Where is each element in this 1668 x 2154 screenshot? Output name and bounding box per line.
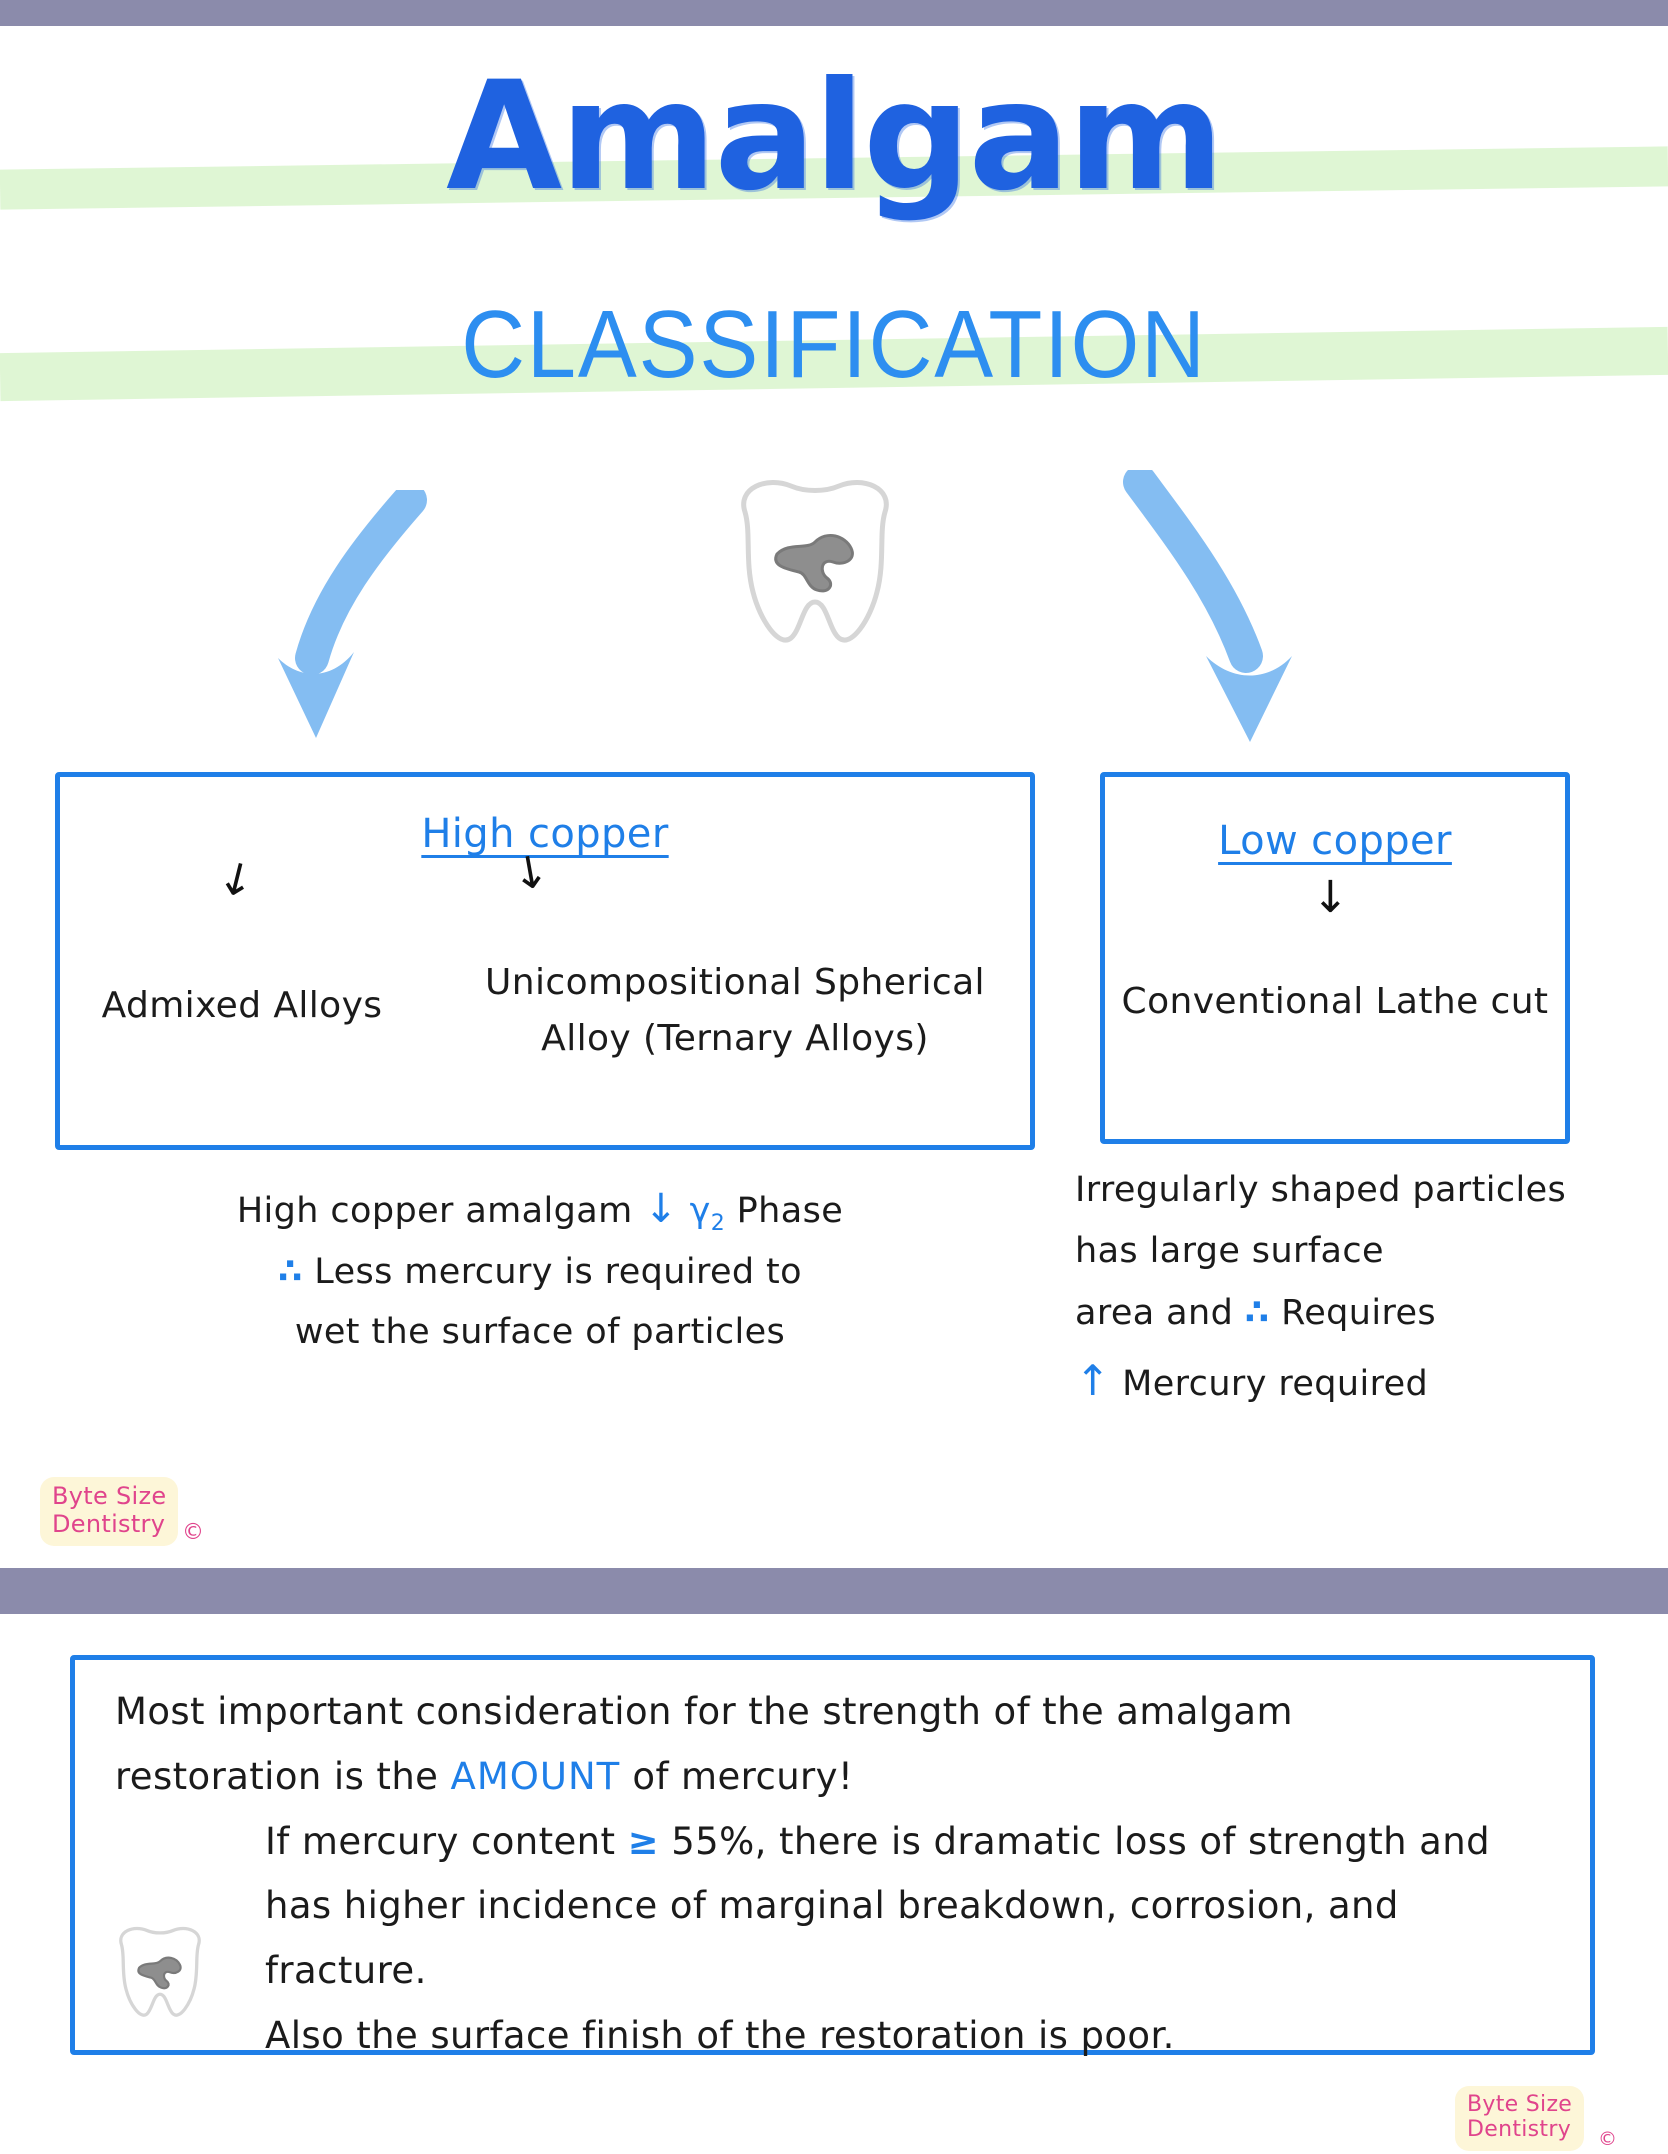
- note-line-2: [115, 1745, 1565, 1810]
- arrow-down-icon-gamma2: ↓: [644, 1186, 679, 1232]
- low-copper-note: [1075, 1160, 1635, 1417]
- greater-equal-symbol: ≥: [627, 1819, 660, 1863]
- high-copper-note-text-2: Less mercury is required to: [314, 1252, 802, 1292]
- high-copper-note-line-1: [120, 1175, 960, 1243]
- note-line-2-text-a: restoration is the: [115, 1754, 439, 1798]
- arrow-down-icon-conventional: ↓: [1312, 872, 1349, 923]
- high-copper-heading-label: High copper: [421, 811, 669, 857]
- gamma-symbol: γ: [689, 1191, 711, 1231]
- low-copper-note-line-2: has large surface: [1075, 1231, 1384, 1272]
- therefore-symbol-low: ∴: [1244, 1292, 1270, 1333]
- low-copper-note-text-4: Mercury required: [1122, 1363, 1429, 1404]
- note-line-2-text-b: of mercury!: [632, 1754, 854, 1798]
- high-copper-note-text-c: Phase: [736, 1191, 844, 1231]
- watermark-bottom-line-1: Byte Size: [1467, 2092, 1573, 2117]
- gamma-subscript: 2: [710, 1211, 726, 1236]
- high-copper-note-line-3: wet the surface of particles: [294, 1311, 786, 1352]
- watermark-copyright-top: ©: [182, 1520, 204, 1545]
- tooth-icon: [715, 470, 915, 659]
- low-copper-branch-conventional: Conventional Lathe cut: [1121, 981, 1549, 1022]
- therefore-symbol-high: ∴: [277, 1252, 303, 1292]
- watermark-copyright-bottom: ©: [1598, 2128, 1617, 2150]
- high-copper-branch-unicompositional: Unicompositional Spherical Alloy (Ternary Alloys): [485, 962, 985, 1059]
- note-amount-highlight: AMOUNT: [450, 1754, 621, 1798]
- note-line-1: Most important consideration for the strength of the amalgam: [115, 1690, 1293, 1733]
- low-copper-note-line-4: [1075, 1344, 1635, 1418]
- page-subtitle: CLASSIFICATION: [461, 291, 1207, 398]
- arrow-up-icon-mercury: ↑: [1075, 1355, 1111, 1405]
- low-copper-heading: [1100, 812, 1570, 870]
- note-line-3-text-b: 55%, there is dramatic loss of strength and: [671, 1819, 1490, 1863]
- low-copper-heading-label: Low copper: [1218, 818, 1452, 864]
- top-accent-bar: [0, 0, 1668, 26]
- high-copper-note: [120, 1175, 960, 1362]
- note-line-5: Also the surface finish of the restoration is poor.: [265, 2013, 1175, 2057]
- key-note-text: [115, 1680, 1565, 2069]
- low-copper-note-line-3: [1075, 1283, 1635, 1344]
- middle-accent-bar: [0, 1568, 1668, 1614]
- arrow-down-icon-unicompositional: ↓: [507, 845, 554, 902]
- curved-arrow-icon-right: [1110, 470, 1320, 759]
- note-line-3: [115, 1810, 1565, 1875]
- curved-arrow-icon-left: [270, 490, 470, 754]
- watermark-line-2: Dentistry: [52, 1509, 166, 1538]
- page-title: Amalgam: [446, 50, 1222, 224]
- high-copper-branch-admixed: Admixed Alloys: [101, 985, 383, 1026]
- watermark-line-1: Byte Size: [52, 1482, 167, 1510]
- low-copper-note-text-3a: area and: [1075, 1292, 1234, 1333]
- low-copper-note-line-1: Irregularly shaped particles: [1075, 1170, 1567, 1210]
- watermark-top: [40, 1477, 178, 1546]
- note-line-3-text-a: If mercury content: [265, 1819, 616, 1863]
- watermark-bottom: [1455, 2086, 1584, 2151]
- low-copper-note-text-3b: Requires: [1281, 1292, 1437, 1333]
- arrow-down-icon-admixed: ↓: [212, 851, 261, 910]
- high-copper-note-line-2: [120, 1243, 960, 1303]
- note-line-4: has higher incidence of marginal breakdown, corrosion, and fracture.: [265, 1884, 1399, 1992]
- high-copper-note-text-a: High copper amalgam: [236, 1191, 633, 1231]
- watermark-bottom-line-2: Dentistry: [1467, 2117, 1572, 2143]
